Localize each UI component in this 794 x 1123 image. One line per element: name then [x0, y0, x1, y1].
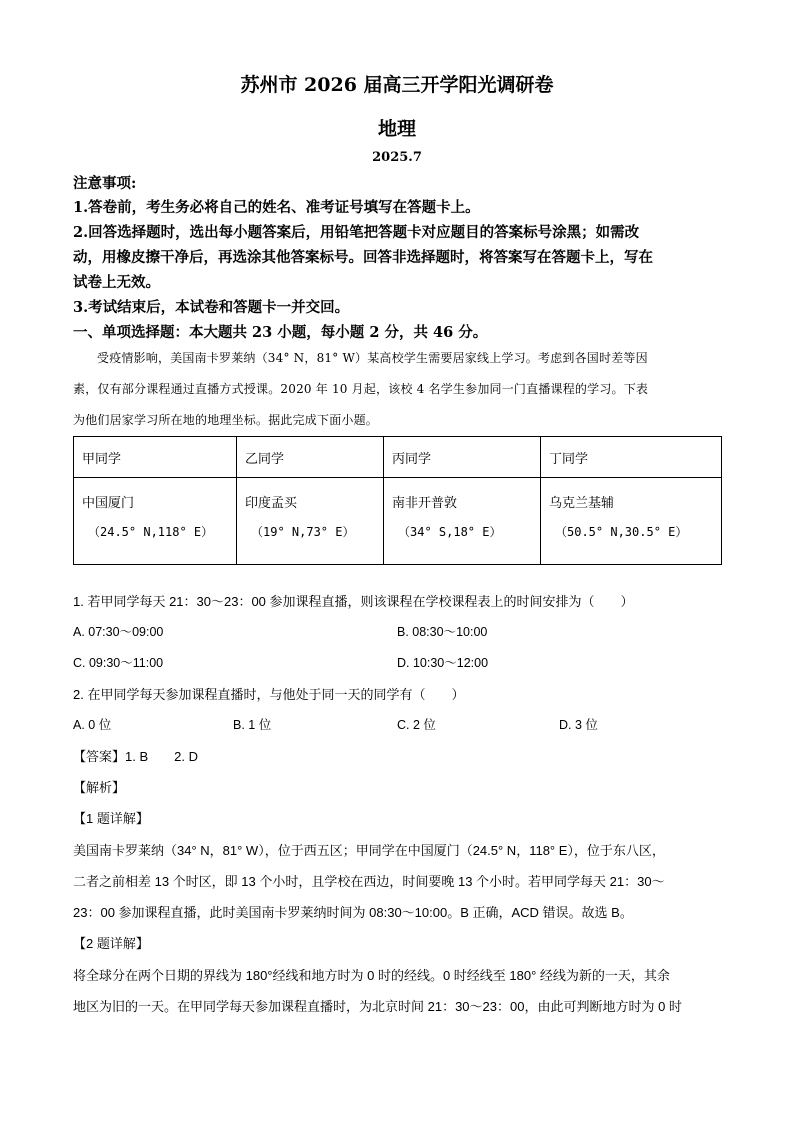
- place-name: 印度孟买: [245, 495, 298, 510]
- notice-item-2-line-1: 2.回答选择题时，选出每小题答案后，用铅笔把答题卡对应题目的答案标号涂黑；如需改: [73, 224, 640, 241]
- detail-1-line-2: 二者之前相差 13 个时区，即 13 个小时，且学校在西边，时间要晚 13 个小时。若甲同学每天 21：30～: [73, 874, 665, 889]
- answer-line: [73, 746, 723, 765]
- analysis-label: 【解析】: [73, 780, 126, 795]
- table-cell: [237, 478, 384, 565]
- table-header-row: [74, 437, 722, 478]
- passage-line-1: 受疫情影响，美国南卡罗莱纳（34° N，81° W）某高校学生需要居家线上学习。考虑到各国时差等因: [97, 351, 648, 365]
- exam-date: 2025.7: [372, 150, 422, 165]
- notice-item-2-line-3: 试卷上无效。: [73, 274, 160, 291]
- place-coordinates: （34° S,18° E）: [398, 525, 502, 539]
- detail-1-line-3: 23：00 参加课程直播，此时美国南卡罗莱纳时间为 08:30～10:00。B 正确，ACD 错误。故选 B。: [73, 905, 633, 920]
- question-1-option-c: C. 09:30～11:00: [73, 656, 164, 670]
- place-coordinates: （50.5° N,30.5° E）: [555, 525, 688, 539]
- detail-1-line-1: 美国南卡罗莱纳（34° N，81° W），位于西五区；甲同学在中国厦门（24.5° N，118° E），位于东八区，: [73, 843, 665, 858]
- table-cell: [74, 478, 237, 565]
- question-1-option-b: B. 08:30～10:00: [397, 625, 488, 639]
- detail-1-label: 【1 题详解】: [73, 811, 149, 826]
- answer-label: 【答案】: [73, 749, 126, 764]
- subject-title: 地理: [377, 118, 416, 140]
- notice-item-1: 1.答卷前，考生务必将自己的姓名、准考证号填写在答题卡上。: [73, 199, 480, 216]
- section-heading: 一、单项选择题：本大题共 23 小题，每小题 2 分，共 46 分。: [73, 324, 488, 341]
- question-1-option-a: A. 07:30～09:00: [73, 625, 164, 639]
- detail-2-label: 【2 题详解】: [73, 936, 149, 951]
- table-header-cell: 乙同学: [237, 437, 384, 478]
- question-2-option-a: A. 0 位: [73, 718, 112, 732]
- question-2-option-d: D. 3 位: [559, 718, 598, 732]
- place-name: 中国厦门: [82, 495, 135, 510]
- table-header-cell: 甲同学: [74, 437, 237, 478]
- answer-text: 1. B 2. D: [125, 749, 198, 764]
- table-row: [74, 478, 722, 565]
- passage-line-2: 素，仅有部分课程通过直播方式授课。2020 年 10 月起，该校 4 名学生参加同一门直播课程的学习。下表: [73, 382, 649, 396]
- exam-title: 苏州市 2026 届高三开学阳光调研卷: [240, 74, 554, 96]
- question-2-option-b: B. 1 位: [233, 718, 272, 732]
- table-cell: [384, 478, 541, 565]
- question-1-stem: 1. 若甲同学每天 21：30～23：00 参加课程直播，则该课程在学校课程表上的时间安排为（ ）: [73, 594, 634, 609]
- place-coordinates: （19° N,73° E）: [251, 525, 355, 539]
- table-cell: [541, 478, 722, 565]
- notice-heading: 注意事项:: [73, 175, 137, 192]
- table-header-cell: 丁同学: [541, 437, 722, 478]
- notice-item-3: 3.考试结束后，本试卷和答题卡一并交回。: [73, 299, 350, 316]
- question-2-option-c: C. 2 位: [397, 718, 436, 732]
- notice-item-2-line-2: 动，用橡皮擦干净后，再选涂其他答案标号。回答非选择题时，将答案写在答题卡上，写在: [73, 249, 653, 266]
- question-1-option-d: D. 10:30～12:00: [397, 656, 489, 670]
- question-2-stem: 2. 在甲同学每天参加课程直播时，与他处于同一天的同学有（ ）: [73, 687, 465, 702]
- coordinates-table: [73, 436, 722, 565]
- table-header-cell: 丙同学: [384, 437, 541, 478]
- place-coordinates: （24.5° N,118° E）: [88, 525, 214, 539]
- place-name: 南非开普敦: [392, 495, 458, 510]
- detail-2-line-1: 将全球分在两个日期的界线为 180°经线和地方时为 0 时的经线。0 时经线至 180° 经线为新的一天，其余: [73, 968, 670, 983]
- detail-2-line-2: 地区为旧的一天。在甲同学每天参加课程直播时，为北京时间 21：30～23：00，由此可判断地方时为 0 时: [73, 999, 682, 1014]
- place-name: 乌克兰基辅: [549, 495, 615, 510]
- passage-line-3: 为他们居家学习所在地的地理坐标。据此完成下面小题。: [73, 413, 379, 427]
